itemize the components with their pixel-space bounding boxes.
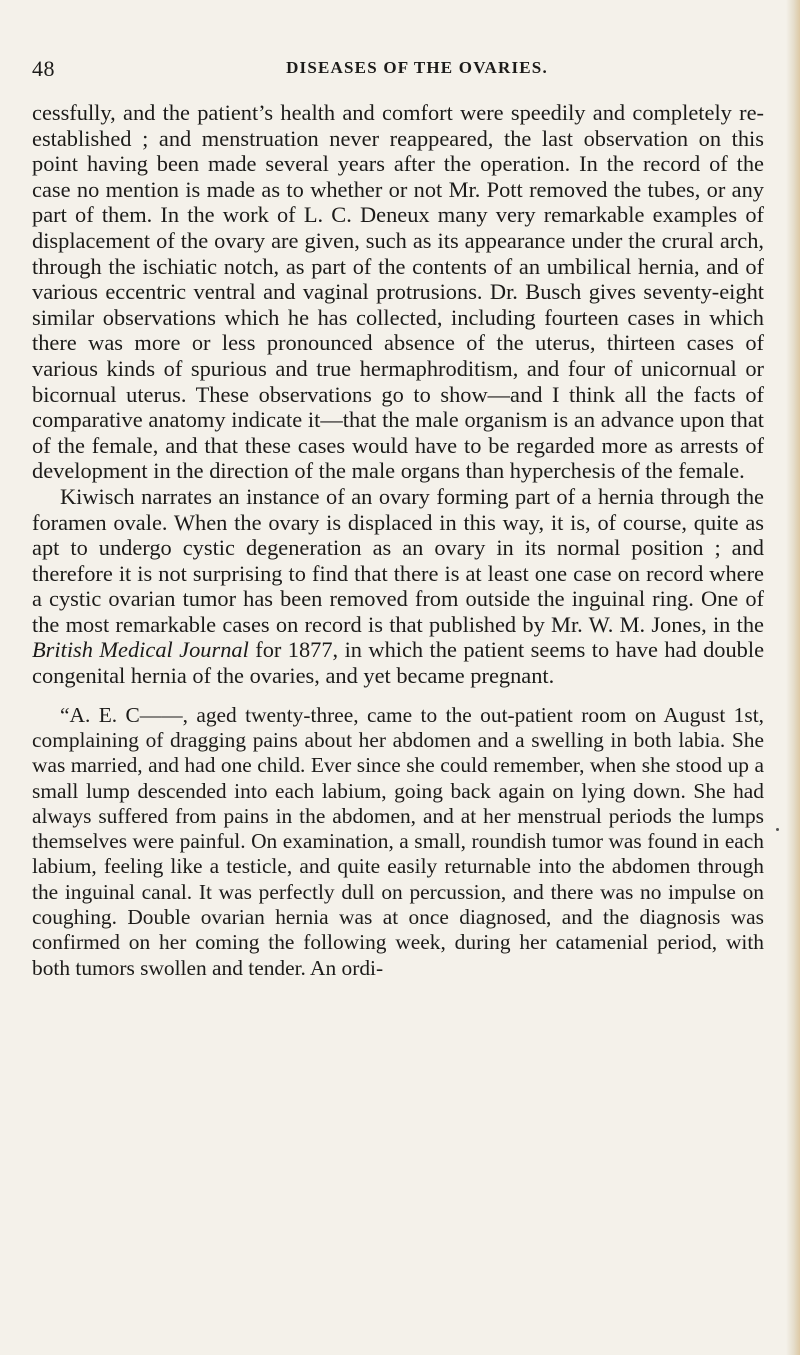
paragraph-kiwisch — [32, 484, 764, 689]
margin-speck — [776, 828, 779, 831]
page-header — [32, 56, 762, 84]
journal-title: British Medical Journal — [32, 637, 249, 663]
body-text — [32, 100, 764, 981]
case-quotation: “A. E. C——, aged twenty-three, came to the out-patient room on August 1st, complaining of dragging pains about her abdomen and a swelling in both labia. She was married, and had one child. Ever since she could remember, when she stood up a small lump descended into each labium, going back again on lying down. She had always suffered from pains in the abdomen, and at her menstrual periods the lumps themselves were painful. On examination, a small, roundish tumor was found in each labium, feeling like a testicle, and quite easily returnable into the abdomen through the inguinal canal. It was perfectly dull on percussion, and there was no impulse on coughing. Double ovarian hernia was at once diagnosed, and the diagnosis was confirmed on her coming the following week, during her catamenial period, with both tumors swollen and tender. An ordi- — [32, 702, 764, 980]
page-number: 48 — [32, 56, 55, 81]
paragraph-continued: cessfully, and the patient’s health and comfort were speedily and completely re-established ; and menstruation never reappeared, the last observation on this point having been made several years after the operation. In the record of the case no mention is made as to whether or not Mr. Pott removed the tubes, or any part of them. In the work of L. C. Deneux many very remarkable examples of displacement of the ovary are given, such as its appearance under the crural arch, through the ischiatic notch, as part of the contents of an umbilical hernia, and of various eccentric ventral and vaginal protrusions. Dr. Busch gives seventy-eight similar observations which he has collected, including fourteen cases in which there was more or less pronounced absence of the uterus, thirteen cases of various kinds of spurious and true hermaphroditism, and four of unicornual or bicornual uterus. These observations go to show—and I think all the facts of comparative anatomy indicate it—that the male organism is an advance upon that of the female, and that these cases would have to be regarded more as arrests of development in the direction of the male organs than hyperchesis of the female. — [32, 100, 764, 484]
paragraph-kiwisch-text: Kiwisch narrates an instance of an ovary forming part of a hernia through the foramen ovale. When the ovary is displaced in this way, it is, of course, quite as apt to undergo cystic degeneration as an ovary in its normal position ; and therefore it is not surprising to find that there is at least one case on record where a cystic ovarian tumor has been removed from outside the inguinal ring. One of the most remarkable cases on record is that published by Mr. W. M. Jones, in the — [32, 483, 764, 637]
running-title: DISEASES OF THE OVARIES. — [286, 58, 548, 77]
page-edge — [786, 0, 800, 1355]
paragraph-kiwisch-text-end: for 1877, in which the patient seems to have had double congenital hernia of the ovaries, and yet became pregnant. — [32, 637, 765, 689]
